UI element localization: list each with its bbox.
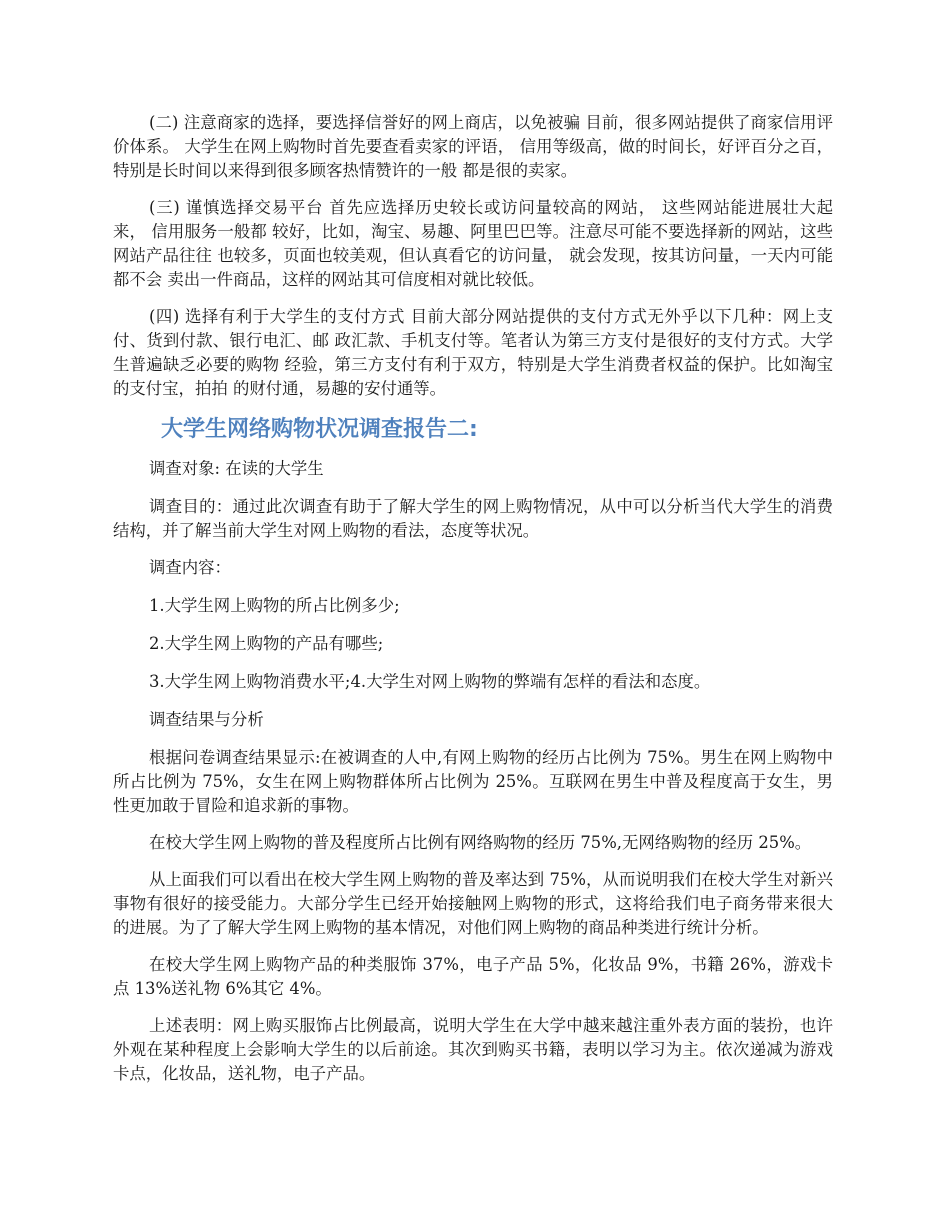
list-item: 1.大学生网上购物的所占比例多少; — [149, 596, 400, 615]
paragraph-popularity: 在校大学生网上购物的普及程度所占比例有网络购物的经历 75%,无网络购物的经历 25%。 — [149, 833, 812, 852]
list-item: 3.大学生网上购物消费水平;4.大学生对网上购物的弊端有怎样的看法和态度。 — [149, 672, 711, 691]
paragraph-payment-method: (四) 选择有利于大学生的支付方式 目前大部分网站提供的支付方式无外乎以下几种：网上支付、货到付款、银行电汇、邮 政汇款、手机支付等。笔者认为第三方支付是很好的支付方式。大学生普遍缺乏必要的购物 经验，第三方支付有利于双方，特别是大学生消费者权益的保护。比如淘宝的支付宝，拍拍 的财付通，易趣的安付通等。 — [113, 307, 833, 398]
paragraph-product-categories: 在校大学生网上购物产品的种类服饰 37%，电子产品 5%，化妆品 9%，书籍 26%，游戏卡点 13%送礼物 6%其它 4%。 — [113, 955, 833, 998]
paragraph-merchant-choice: (二) 注意商家的选择，要选择信誉好的网上商店，以免被骗 目前，很多网站提供了商家信用评价体系。 大学生在网上购物时首先要查看卖家的评语， 信用等级高，做的时间长，好评百分之百，特别是长时间以来得到很多顾客热情赞许的一般 都是很的卖家。 — [113, 113, 833, 180]
report-heading: 大学生网络购物状况调查报告二: — [161, 417, 478, 442]
paragraph-adoption-analysis: 从上面我们可以看出在校大学生网上购物的普及率达到 75%，从而说明我们在校大学生对新兴事物有很好的接受能力。大部分学生已经开始接触网上购物的形式，这将给我们电子商务带来很大的进展。为了了解大学生网上购物的基本情况，对他们网上购物的商品种类进行统计分析。 — [113, 870, 833, 937]
list-item: 2.大学生网上购物的产品有哪些; — [149, 634, 384, 653]
paragraph-survey-subject: 调查对象: 在读的大学生 — [149, 459, 324, 478]
paragraph-conclusion: 上述表明：网上购买服饰占比例最高，说明大学生在大学中越来越注重外表方面的装扮，也许外观在某种程度上会影响大学生的以后前途。其次到购买书籍，表明以学习为主。依次递减为游戏卡点，化妆品，送礼物，电子产品。 — [113, 1016, 833, 1083]
paragraph-trading-platform: (三) 谨慎选择交易平台 首先应选择历史较长或访问量较高的网站， 这些网站能进展壮大起来， 信用服务一般都 较好，比如，淘宝、易趣、阿里巴巴等。注意尽可能不要选择新的网站，这些网站产品往往 也较多，页面也较美观，但认真看它的访问量， 就会发现，按其访问量，一天内可能都不会 卖出一件商品，这样的网站其可信度相对就比较低。 — [113, 198, 833, 289]
document-page — [113, 111, 833, 1099]
paragraph-survey-content-label: 调查内容： — [149, 558, 231, 577]
paragraph-gender-ratio: 根据问卷调查结果显示:在被调查的人中,有网上购物的经历占比例为 75%。男生在网上购物中所占比例为 75%，女生在网上购物群体所占比例为 25%。互联网在男生中普及程度高于女生，男性更加敢于冒险和追求新的事物。 — [113, 748, 833, 815]
paragraph-results-label: 调查结果与分析 — [149, 710, 264, 729]
paragraph-survey-purpose: 调查目的：通过此次调查有助于了解大学生的网上购物情况，从中可以分析当代大学生的消费结构，并了解当前大学生对网上购物的看法，态度等状况。 — [113, 497, 833, 540]
